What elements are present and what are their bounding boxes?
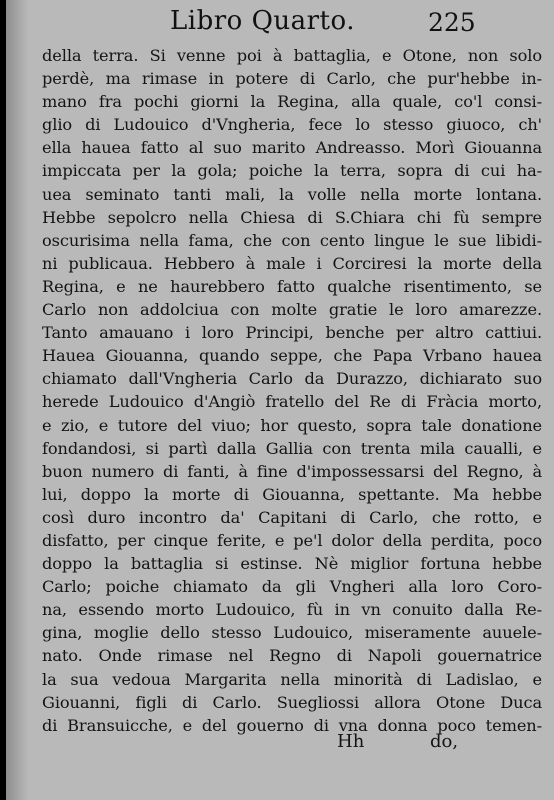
text-line: la sua vedoua Margarita nella minorità di Ladislao, e — [42, 669, 542, 689]
text-line: Carlo non addolciua con molte gratie le loro amarezze. — [42, 300, 542, 320]
text-line: della terra. Si venne poi à battaglia, e Otone, non solo — [42, 46, 542, 65]
text-line: ella hauea fatto al suo marito Andreasso. Morì Giouanna — [42, 138, 542, 158]
text-line: Giouanni, figli di Carlo. Suegliossi allora Otone Duca — [42, 692, 542, 712]
text-line: mano fra pochi giorni la Regina, alla quale, co'l consi- — [42, 92, 542, 112]
page-footer — [42, 731, 542, 757]
text-line: ni publicaua. Hebbero à male i Corciresi la morte della — [42, 253, 542, 273]
text-line: na, essendo morto Ludouico, fù in vn conuito dalla Re- — [42, 600, 542, 620]
text-line: e zio, e tutore del viuo; hor questo, sopra tale donatione — [42, 415, 542, 435]
text-line: nato. Onde rimase nel Regno di Napoli gouernatrice — [42, 646, 542, 666]
page-gutter-gradient — [6, 0, 28, 800]
text-line: perdè, ma rimase in potere di Carlo, che pur'hebbe in- — [42, 69, 542, 89]
signature-mark: Hh — [337, 731, 365, 752]
text-line: impiccata per la gola; poiche la terra, sopra di cui ha- — [42, 161, 542, 181]
text-line: Carlo; poiche chiamato da gli Vngheri alla loro Coro- — [42, 577, 542, 597]
text-line: fondandosi, si partì dalla Gallia con trenta mila caualli, e — [42, 438, 542, 458]
text-line: chiamato dall'Vngheria Carlo da Durazzo, dichiarato suo — [42, 369, 542, 389]
text-block — [42, 44, 542, 737]
text-line: glio di Ludouico d'Vngheria, fece lo stesso giuoco, ch' — [42, 115, 542, 135]
running-head: Libro Quarto. — [170, 6, 355, 36]
text-line: oscurisima nella fama, che con cento lingue le sue libidi- — [42, 230, 542, 250]
text-line: uea seminato tanti mali, la volle nella morte lontana. — [42, 184, 542, 204]
page-header — [40, 6, 546, 40]
text-line: disfatto, per cinque ferite, e pe'l dolor della perdita, poco — [42, 530, 542, 550]
text-line: herede Ludouico d'Angiò fratello del Re di Fràcia morto, — [42, 392, 542, 412]
page-number: 225 — [428, 8, 476, 37]
text-line: Tanto amauano i loro Principi, benche per altro cattiui. — [42, 323, 542, 343]
text-line: Regina, e ne haurebbero fatto qualche risentimento, se — [42, 276, 542, 296]
text-line: Hebbe sepolcro nella Chiesa di S.Chiara chi fù sempre — [42, 207, 542, 227]
text-line: così duro incontro da' Capitani di Carlo, che rotto, e — [42, 507, 542, 527]
text-line: doppo la battaglia si estinse. Nè miglior fortuna hebbe — [42, 554, 542, 574]
text-line: lui, doppo la morte di Giouanna, spettante. Ma hebbe — [42, 484, 542, 504]
text-line: di Bransuicche, e del gouerno di vna donna poco temen- — [42, 715, 542, 735]
catchword: do, — [430, 731, 459, 752]
text-line: gina, moglie dello stesso Ludouico, miseramente auuele- — [42, 623, 542, 643]
text-line: buon numero di fanti, à fine d'impossessarsi del Regno, à — [42, 461, 542, 481]
text-line: Hauea Giouanna, quando seppe, che Papa Vrbano hauea — [42, 346, 542, 366]
